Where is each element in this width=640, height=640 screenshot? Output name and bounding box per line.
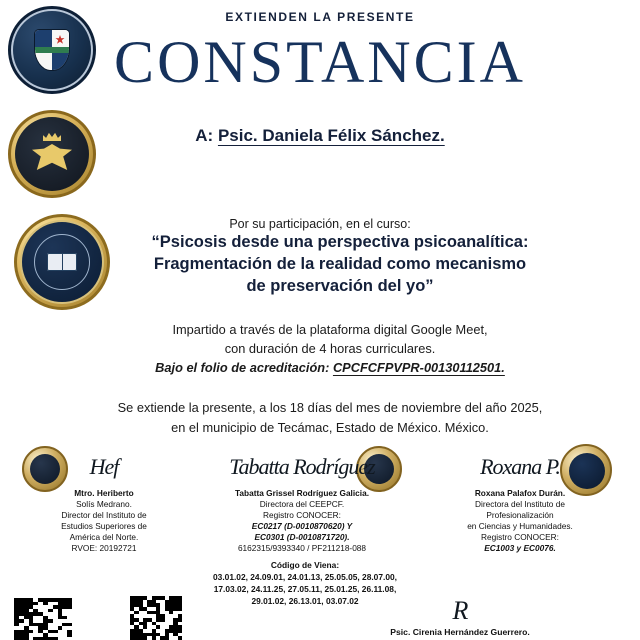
signature-detail: EC1003 y EC0076. [484,543,556,554]
signature-block-center [196,452,408,554]
signature-detail: América del Norte. [69,532,139,543]
signature-name-right: Roxana Palafox Durán. [474,488,566,498]
signature-mark-left: Hef [89,454,119,479]
signature-block-right [414,452,626,554]
folio-line [40,360,620,375]
qr-code-center[interactable] [130,596,182,640]
date-line-2: en el municipio de Tecámac, Estado de México. México. [171,420,489,436]
page-title: CONSTANCIA [114,29,526,95]
signature-detail: Registro CONOCER: [263,510,341,521]
viena-line: 29.01.02, 26.13.01, 03.07.02 [251,595,359,606]
signature-detail: Solís Medrano. [76,499,132,510]
signature-name-left: Mtro. Heriberto [74,488,134,498]
signature-mark-right: Roxana P. [480,454,560,479]
bottom-signature-mark: R [452,596,468,625]
folio-label: Bajo el folio de acreditación: [155,360,333,375]
signature-detail: Director del Instituto de [61,510,147,521]
viena-line: 17.03.02, 24.11.25, 27.05.11, 25.01.25, 26.11.08, [213,583,397,594]
bottom-signature-block [330,596,590,637]
platform-line-1: Impartido a través de la plataforma digital Google Meet, [172,322,488,337]
signature-detail: Profesionalización [486,510,554,521]
signature-block-left [16,452,192,554]
viena-title: Código de Viena: [270,560,340,570]
signature-name-center: Tabatta Grissel Rodríguez Galicia. [234,488,370,498]
signature-detail: EC0217 (D-0010870620) Y [251,521,353,532]
course-title-line-2: Fragmentación de la realidad como mecanismo [153,254,527,273]
platform-info [40,320,620,358]
qr-code-left[interactable] [14,598,72,640]
signature-detail: Registro CONOCER: [481,532,559,543]
signature-detail: Directora del CEEPCF. [259,499,345,510]
signature-detail: EC0301 (D-0010871720). [254,532,350,543]
bottom-signature-name: Psic. Cirenia Hernández Guerrero. [390,627,530,637]
signature-detail: 6162315/9393340 / PF211218-088 [237,543,367,554]
course-title [60,232,620,298]
folio-code: CPCFCFPVPR-00130112501. [332,360,505,375]
date-place [30,398,630,439]
participation-line: Por su participación, en el curso: [229,217,411,231]
signature-detail: RVOE: 20192721 [71,543,137,554]
date-line-1: Se extiende la presente, a los 18 días del mes de noviembre del año 2025, [117,400,543,415]
signature-detail: en Ciencias y Humanidades. [467,521,573,532]
signature-detail: Estudios Superiores de [61,521,147,532]
recipient-prefix: A: [195,126,218,145]
course-title-line-3: de preservación del yo” [246,276,434,295]
viena-line: 03.01.02, 24.09.01, 24.01.13, 25.05.05, 28.07.00, [213,571,397,582]
signature-mark-center: Tabatta Rodríguez [229,454,375,479]
recipient-name: Psic. Daniela Félix Sánchez. [217,126,445,145]
recipient-line [0,126,640,146]
kicker-text: EXTIENDEN LA PRESENTE [225,10,415,24]
signature-detail: Directora del Instituto de [475,499,565,510]
platform-line-2: con duración de 4 horas curriculares. [224,341,436,357]
golden-eagle-seal-icon [8,110,96,198]
course-title-line-1: “Psicosis desde una perspectiva psicoanalítica: [151,233,529,251]
